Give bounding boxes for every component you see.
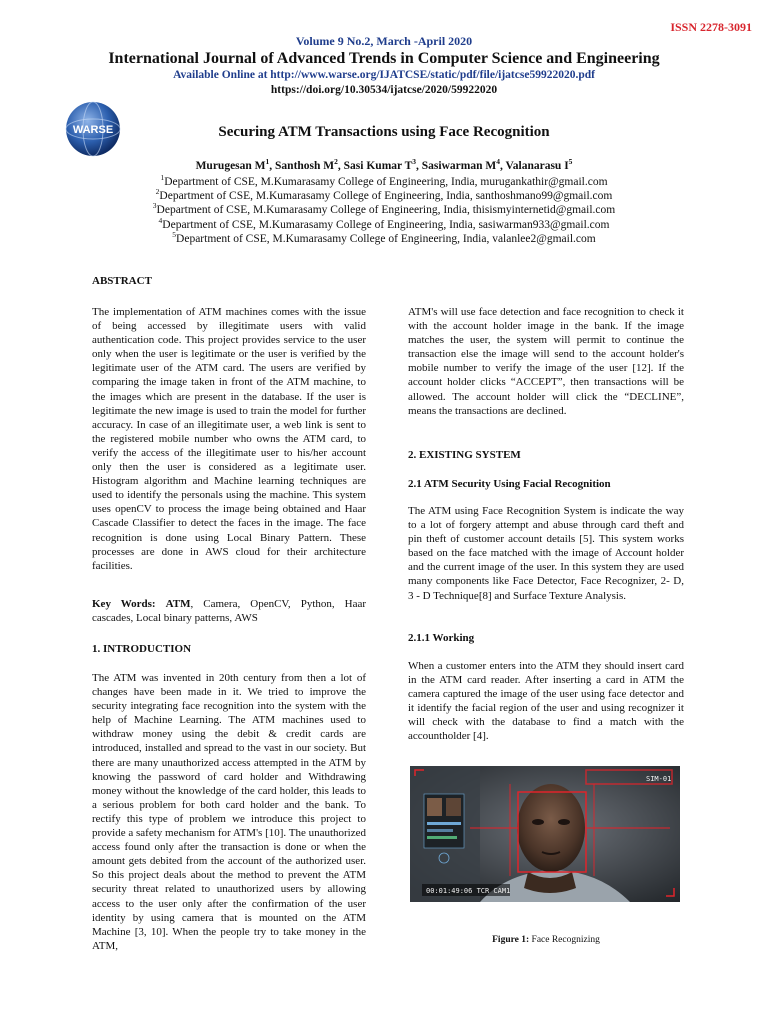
face-recognition-figure: [410, 766, 680, 902]
timestamp: 00:01:49:06 TCR CAM1: [426, 887, 511, 895]
introduction-continued: ATM's will use face detection and face recognition to check it with the account holder image in the bank. If the image matches the user, the system will permit to continue the transaction else the image will send to the account holder's mobile number to verify the image of the user [12]. If the account holder clicks “ACCEPT”, then transactions will be allowed. The account holder will click the “DECLINE”, means the transactions are declined.: [408, 306, 684, 417]
section-2-1-1-heading: 2.1.1 Working: [408, 632, 475, 644]
author: Sasi Kumar $T^3$: [343, 157, 417, 172]
issn: ISSN 2278-3091: [670, 20, 752, 34]
affiliations: [0, 175, 768, 246]
affiliation: $^2$Department of CSE, M.Kumarasamy College of Engineering, India, santhoshmano99@gmail.com: [155, 187, 613, 203]
abstract-text: The implementation of ATM machines comes with the issue of being accessed by illegitimate users with valid authentication code. This project provides service to the user only when the user is legitimate or the user is verified by the legitimate user of the ATM card. The users are verified by comparing the image taken in front of the ATM machine, to the images which are present in the database. If the user is legitimate the new image is used to train the model for further accuracy. In case of an illegitimate user, a web link is sent to the registered mobile number who owns the ATM card, to verify the access of the illegitimate user to his/her account only then the user is considered as a legitimate user. Histogram algorithm and Machine learning techniques are used to identify the personals using the machine. This system uses openCV to process the image being obtained and Haar Cascade Classifier to detect the faces in the image. The face recognition is done using Local Binary Pattern. These processes are done in AWS cloud for their architecture facilities.: [92, 306, 366, 572]
section-2-1-heading: 2.1 ATM Security Using Facial Recognition: [408, 478, 611, 490]
author-list: Murugesan $M^1$, Santhosh $M^2$, Sasi Kumar $T^3$, Sasiwarman $M^4$, Valanarasu $I^5$: [195, 157, 573, 172]
journal-title: International Journal of Advanced Trends in Computer Science and Engineering: [108, 50, 660, 67]
affiliation: $^1$Department of CSE, M.Kumarasamy College of Engineering, India, murugankathir@gmail.com: [160, 173, 608, 188]
camera-label: SIM-01: [646, 775, 672, 783]
affiliation: $^4$Department of CSE, M.Kumarasamy College of Engineering, India, sasiwarman933@gmail.com: [158, 215, 610, 231]
affiliation: $^3$Department of CSE, M.Kumarasamy College of Engineering, India, thisismyinternetid@gmail.com: [152, 201, 616, 217]
affiliation: $^5$Department of CSE, M.Kumarasamy College of Engineering, India, valanlee2@gmail.com: [172, 229, 596, 245]
introduction-text: The ATM was invented in 20th century from then a lot of changes have been made in it. We tried to improve the security integrating face recognition into the system with the help of Machine Learning. The ATM machines used to withdraw money using the debit & credit cards are introduced, installed and spread to the vast in our society. But there are many unauthorized access attempted in the ATM by knowing the password of card holder and Withdrawing money without the knowledge of the card holder, this leads to a serious problem for both card holder and the bank. To rectify this type of problem we introduce this project to provide a safety mechanism for ATM's [10]. The unauthorized access found only after the transaction is done or when the amount gets debited from the account of the authorized user. So this project deals about the method to prevent the ATM security threat related to unauthorized users by allowing access to the user only after the confirmation of the user identity by using camera that is mounted on the ATM Machine [3, 10]. When the people try to take money in the ATM,: [92, 672, 366, 952]
section-2-1-text: The ATM using Face Recognition System is indicate the way to a lot of forgery attempt and abuse through card theft and pin theft of customer account details [5]. This system works based on the face matched with the image of Account holder and the current image of the user. In this system they are used many components like Face Detector, Face Recognizer, 2- D, 3 - D Technique[8] and Surface Texture Analysis.: [408, 505, 684, 602]
introduction-heading: 1. INTRODUCTION: [92, 643, 192, 655]
section-2-1-1-text: When a customer enters into the ATM they should insert card in the ATM card reader. After inserting a card in ATM the camera captured the image of the user using face detector and it identify the facial region of the user and using recognizer it will check with the database to find a match with the accountholder [4].: [408, 660, 684, 743]
available-online-link[interactable]: Available Online at http://www.warse.org/IJATCSE/static/pdf/file/ijatcse59922020.pdf: [173, 69, 595, 81]
author: Valanarasu $I^5$: [505, 157, 573, 172]
figure-caption: Figure 1: Face Recognizing: [492, 935, 600, 945]
author: Sasiwarman $M^4$: [421, 157, 500, 172]
author: Murugesan $M^1$: [195, 157, 270, 172]
keywords: Key Words: ATM, Camera, OpenCV, Python, Haar cascades, Local binary patterns, AWS: [92, 598, 367, 625]
abstract-heading: ABSTRACT: [92, 275, 152, 287]
existing-system-heading: 2. EXISTING SYSTEM: [408, 449, 521, 461]
paper-title: Securing ATM Transactions using Face Recognition: [218, 124, 550, 140]
volume-info: Volume 9 No.2, March -April 2020: [295, 34, 473, 48]
author: Santhosh $M^2$: [275, 157, 338, 172]
logo-text: WARSE: [72, 124, 114, 136]
doi-link[interactable]: https://doi.org/10.30534/ijatcse/2020/59922020: [270, 84, 498, 96]
